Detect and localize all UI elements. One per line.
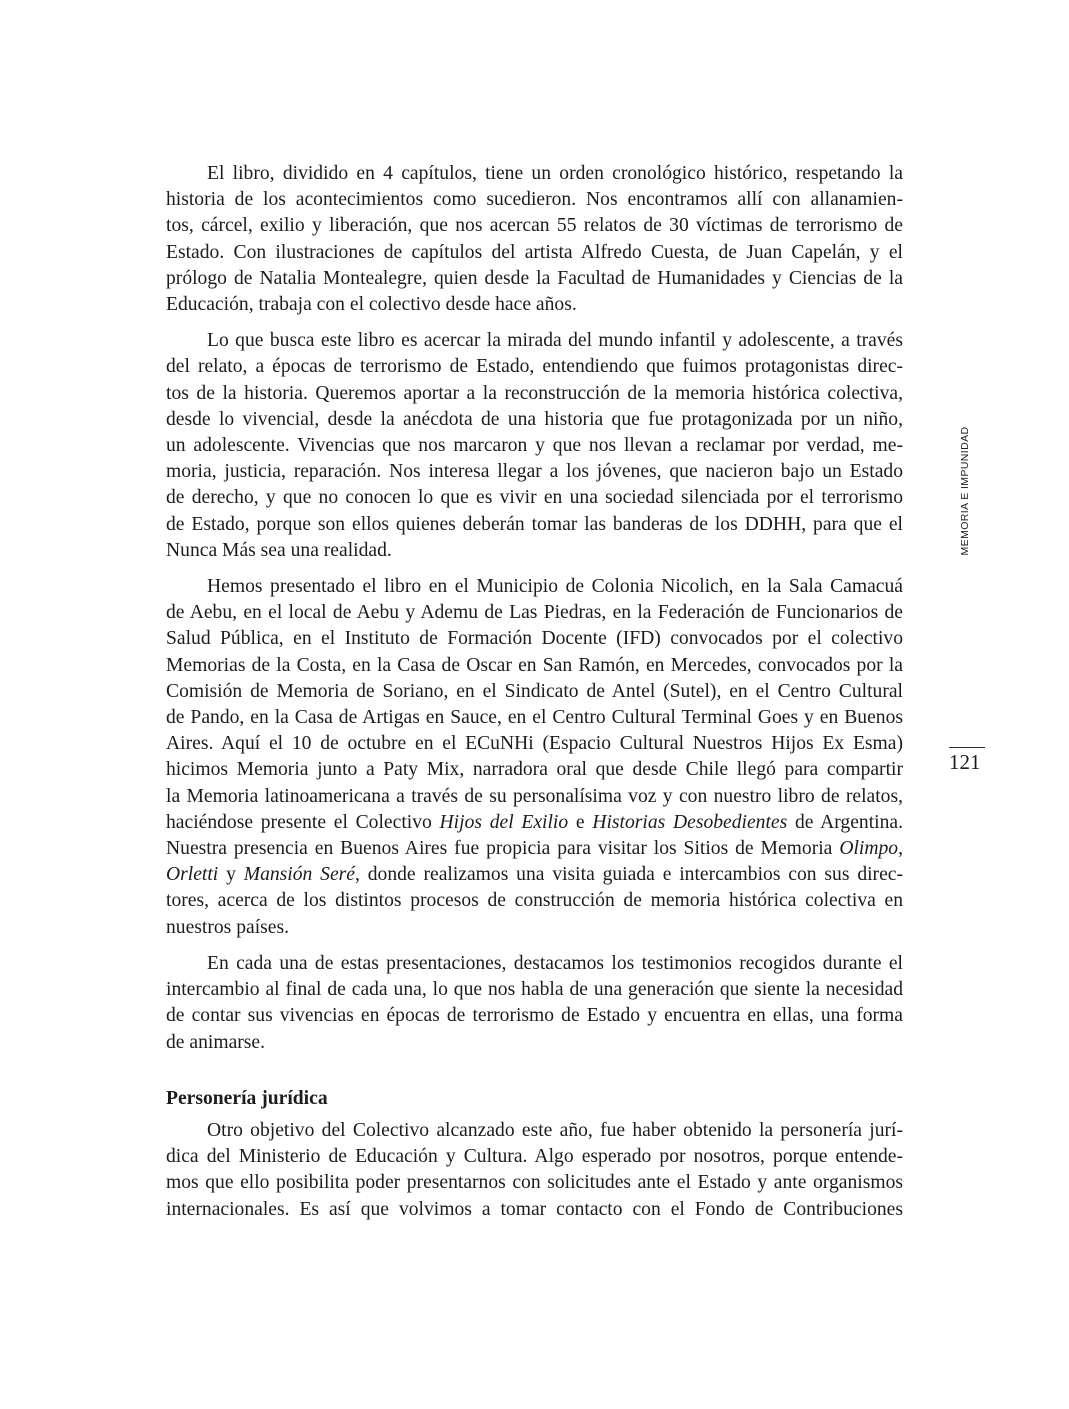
running-head-text: MEMORIA E IMPUNIDAD: [959, 426, 971, 556]
text-line: internacionales. Es así que volvimos a tomar contacto con el Fondo de Contribuciones: [166, 1198, 903, 1220]
text-line: Comisión de Memoria de Soriano, en el Sindicato de Antel (Sutel), en el Centro Cultural: [166, 680, 903, 702]
text-line: Aires. Aquí el 10 de octubre en el ECuNHi (Espacio Cultural Nuestros Hijos Ex Esma): [166, 733, 903, 755]
text-line: la Memoria latinoamericana a través de su personalísima voz y con nuestro libro de relatos,: [166, 785, 903, 807]
page-number: 121: [949, 750, 981, 774]
paragraph-legal-status: [166, 1118, 903, 1223]
text-line: de derecho, y que no conocen lo que es vivir en una sociedad silenciada por el terrorismo: [166, 487, 903, 509]
text-line: Educación, trabaja con el colectivo desde hace años.: [166, 294, 577, 316]
text-line: Hemos presentado el libro en el Municipio de Colonia Nicolich, en la Sala Camacuá: [207, 576, 903, 598]
text-line: moria, justicia, reparación. Nos interesa llegar a los jóvenes, que nacieron bajo un Estado: [166, 461, 903, 483]
text-line: Lo que busca este libro es acercar la mirada del mundo infantil y adolescente, a través: [207, 330, 903, 352]
text-run: haciéndose presente el Colectivo: [166, 811, 440, 833]
text-run: Nuestra presencia en Buenos Aires fue propicia para visitar los Sitios de Memoria: [166, 838, 840, 860]
text-line: [166, 810, 903, 836]
text-line: desde lo vivencial, desde la anécdota de una historia que fue protagonizada por un niño,: [166, 408, 903, 430]
text-run: ,: [898, 838, 903, 860]
text-line: Otro objetivo del Colectivo alcanzado este año, fue haber obtenido la personería jurí-: [207, 1119, 903, 1141]
collective-name-historias-desobedientes: Historias Desobedientes: [592, 811, 788, 833]
text-line: Nunca Más sea una realidad.: [166, 539, 392, 561]
text-run: , donde realizamos una visita guiada e intercambios con sus direc-: [355, 864, 904, 886]
text-line: hicimos Memoria junto a Paty Mix, narradora oral que desde Chile llegó para compartir: [166, 759, 903, 781]
running-head: [957, 420, 973, 562]
text-line: Memorias de la Costa, en la Casa de Oscar en San Ramón, en Mercedes, convocados por la: [166, 654, 903, 676]
text-line: un adolescente. Vivencias que nos marcaron y que nos llevan a reclamar por verdad, me-: [166, 435, 903, 457]
text-line: prólogo de Natalia Montealegre, quien desde la Facultad de Humanidades y Ciencias de la: [166, 267, 903, 289]
text-run: e: [568, 811, 593, 833]
text-line: de animarse.: [166, 1031, 266, 1053]
paragraph-book-purpose: [166, 328, 903, 564]
section-heading: Personería jurídica: [166, 1087, 328, 1109]
text-line: tores, acerca de los distintos procesos de construcción de memoria histórica colectiva en: [166, 890, 903, 912]
text-line: historia de los acontecimientos como sucedieron. Nos encontramos allí con allanamien-: [166, 189, 903, 211]
site-name-mansion-sere: Mansión Seré: [243, 864, 355, 886]
text-line: nuestros países.: [166, 916, 289, 938]
text-run: y: [218, 864, 244, 886]
paragraph-testimonies: [166, 951, 903, 1056]
text-line: de Aebu, en el local de Aebu y Ademu de Las Piedras, en la Federación de Funcionarios de: [166, 602, 903, 624]
text-line: tos de la historia. Queremos aportar a la reconstrucción de la memoria histórica colectiva,: [166, 382, 903, 404]
collective-name-hijos-del-exilio: Hijos del Exilio: [439, 811, 569, 833]
text-line: intercambio al final de cada una, lo que nos habla de una generación que siente la necesidad: [166, 979, 903, 1001]
text-line: Estado. Con ilustraciones de capítulos del artista Alfredo Cuesta, de Juan Capelán, y el: [166, 241, 903, 263]
text-line: dica del Ministerio de Educación y Cultura. Algo esperado por nosotros, porque entende-: [166, 1146, 903, 1168]
text-line: tos, cárcel, exilio y liberación, que nos acercan 55 relatos de 30 víctimas de terrorismo de: [166, 215, 903, 237]
paragraph-book-structure: [166, 161, 903, 318]
text-run: de Argentina.: [787, 811, 903, 833]
text-line: de Estado, porque son ellos quienes deberán tomar las banderas de los DDHH, para que el: [166, 513, 903, 535]
site-name-orletti: Orletti: [166, 864, 219, 886]
text-line: de Pando, en la Casa de Artigas en Sauce, en el Centro Cultural Terminal Goes y en Buenos: [166, 707, 903, 729]
text-line: En cada una de estas presentaciones, destacamos los testimonios recogidos durante el: [207, 952, 903, 974]
body-text: [166, 161, 903, 1233]
site-name-olimpo: Olimpo: [839, 838, 899, 860]
paragraph-presentations: [166, 574, 903, 941]
page-number-rule: [949, 747, 985, 748]
text-line: de contar sus vivencias en épocas de terrorismo de Estado y encuentra en ellas, una forma: [166, 1005, 903, 1027]
text-line: Salud Pública, en el Instituto de Formación Docente (IFD) convocados por el colectivo: [166, 628, 903, 650]
text-line: [166, 836, 903, 862]
text-line: El libro, dividido en 4 capítulos, tiene un orden cronológico histórico, respetando la: [207, 163, 903, 184]
text-line: del relato, a épocas de terrorismo de Estado, entendiendo que fuimos protagonistas direc-: [166, 356, 903, 378]
text-line: mos que ello posibilita poder presentarnos con solicitudes ante el Estado y ante organismos: [166, 1172, 903, 1194]
text-line: [166, 862, 903, 888]
